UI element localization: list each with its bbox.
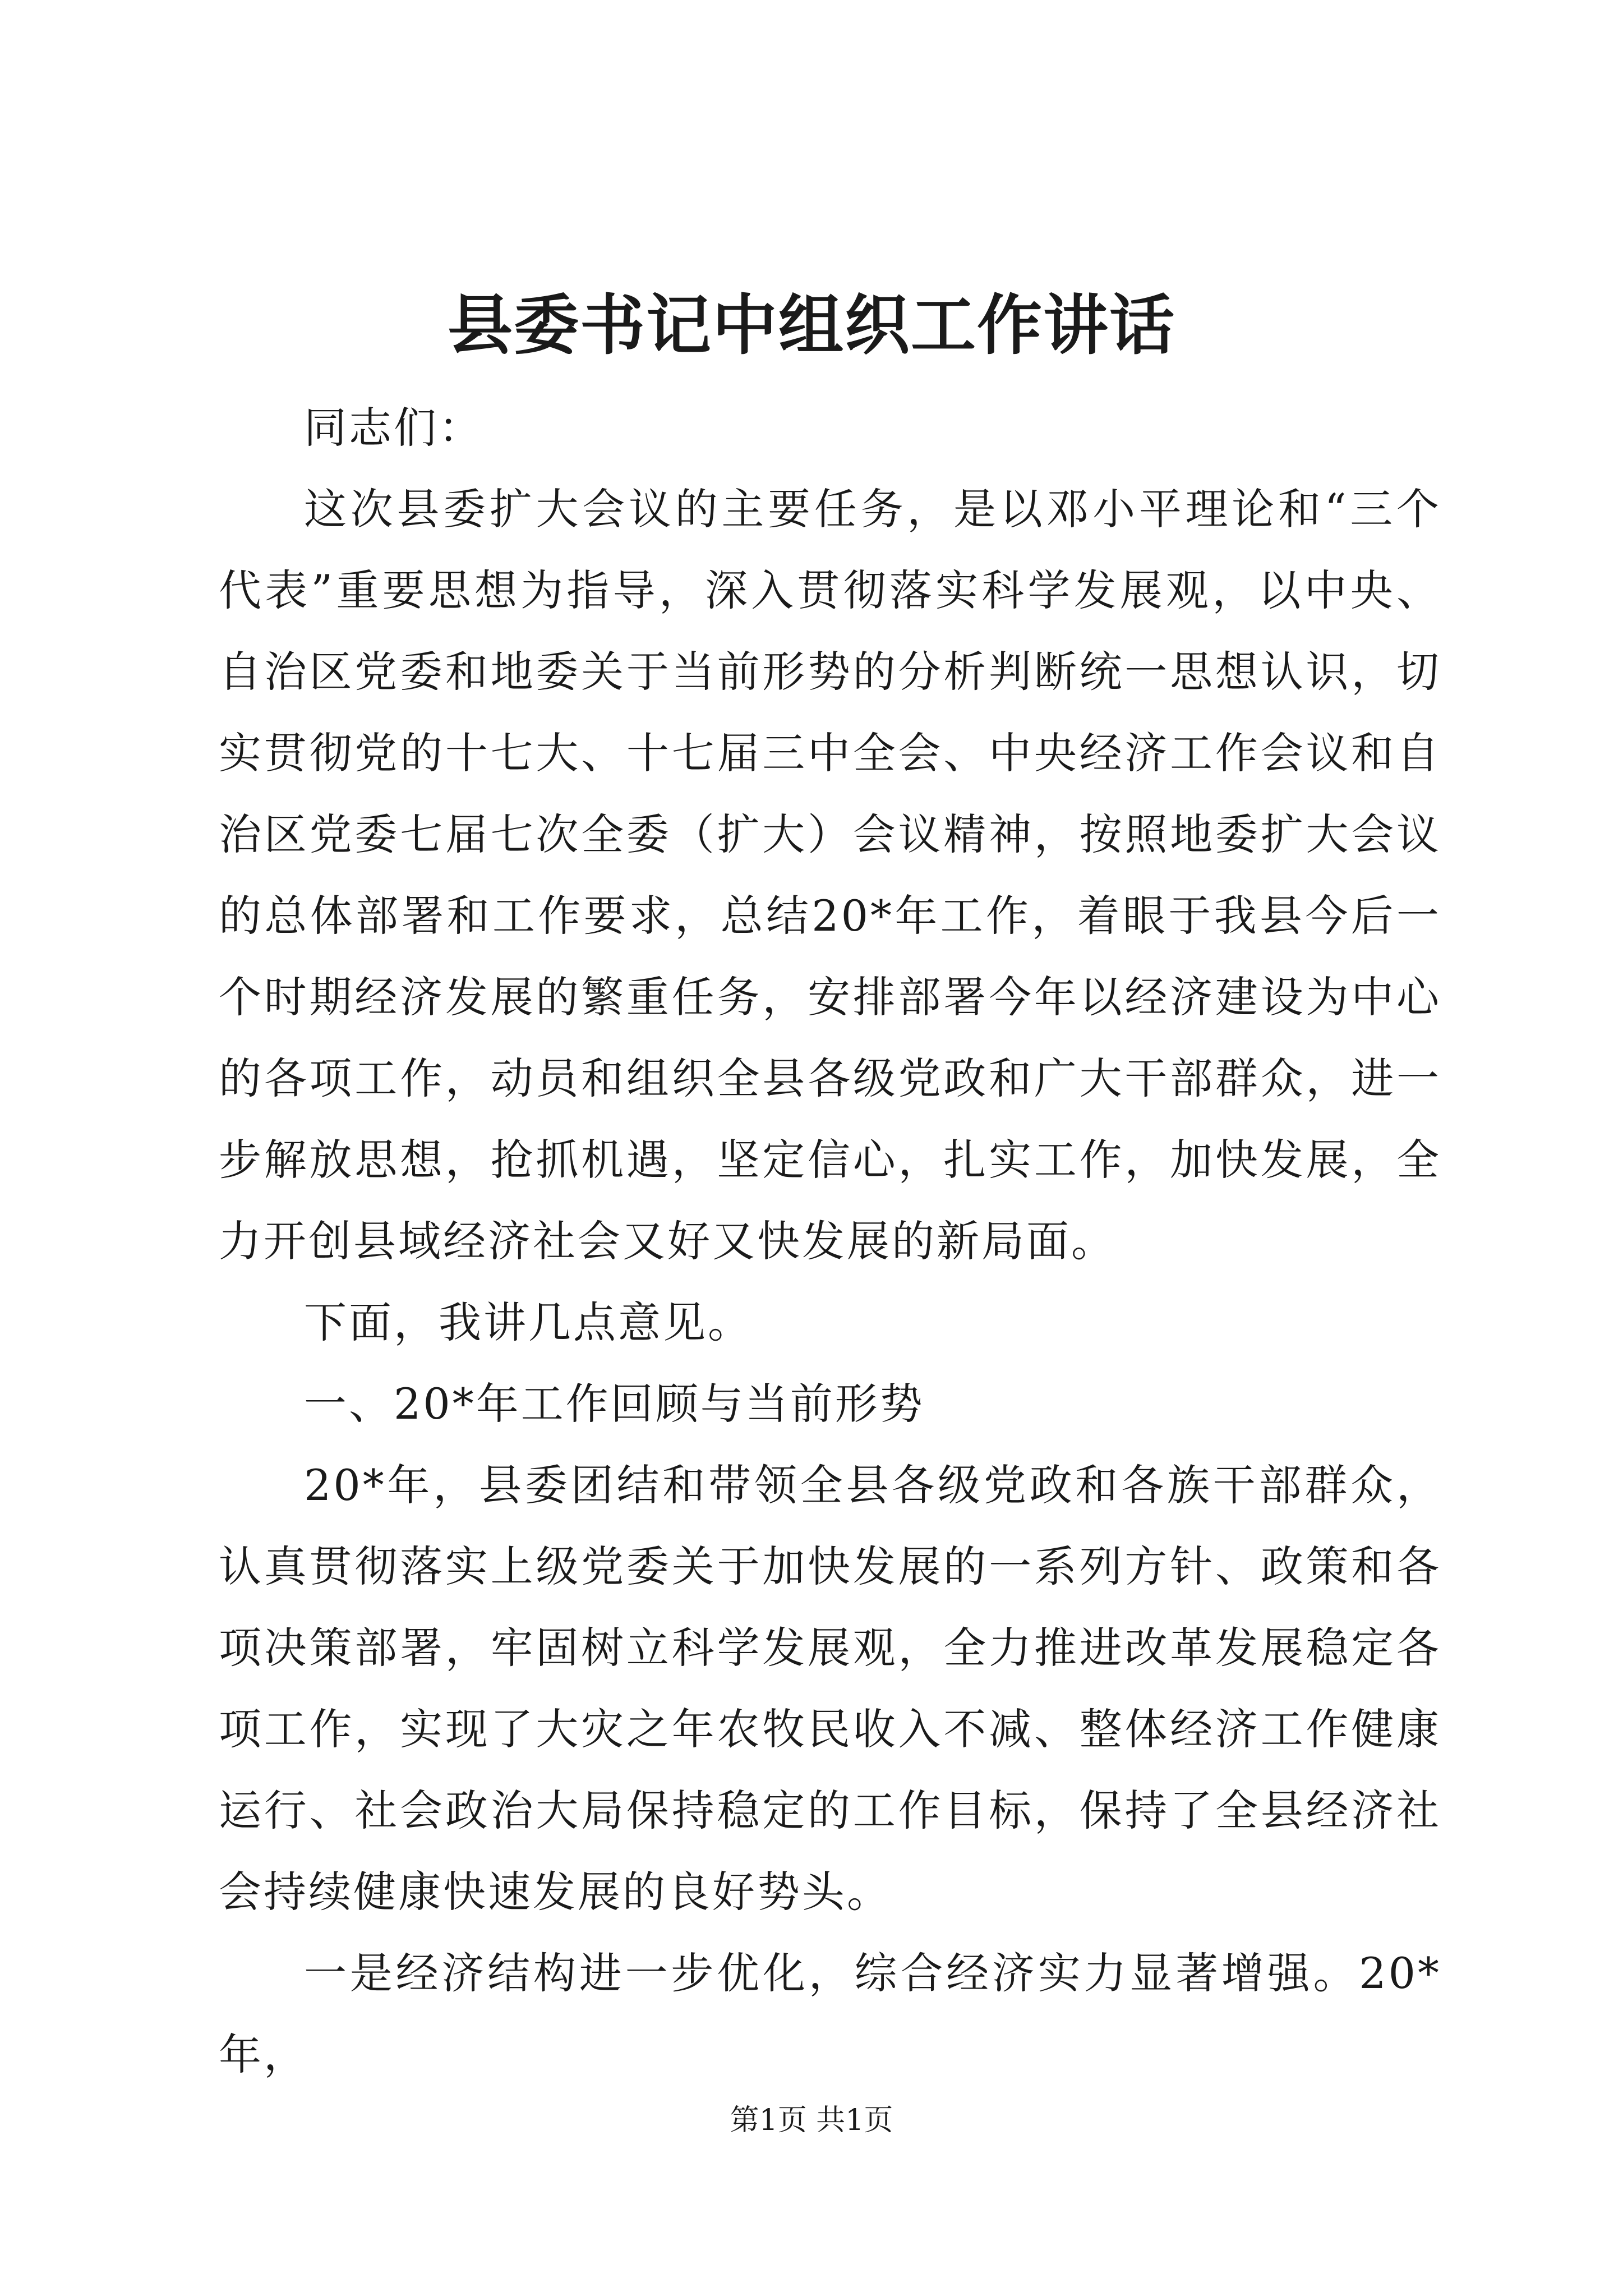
paragraph-outline: 下面，我讲几点意见。 <box>304 1297 753 1347</box>
section-heading: 一、20*年工作回顾与当前形势 <box>304 1379 925 1429</box>
page-footer: 第1页 共1页 <box>730 2104 893 2137</box>
document-title: 县委书记中组织工作讲话 <box>448 287 1175 364</box>
paragraph-salutation: 同志们： <box>304 403 483 453</box>
paragraph-intro: 这次县委扩大会议的主要任务，是以邓小平理论和“三个代表”重要思想为指导，深入贯彻落实科学发展观，以中央、自治区党委和地委关于当前形势的分析判断统一思想认识，切实贯彻党的十七大、十七届三中全会、中央经济工作会议和自治区党委七届七次全委（扩大）会议精神，按照地委扩大会议的总体部署和工作要求，总结20*年工作，着眼于我县今后一个时期经济发展的繁重任务，安排部署今年以经济建设为中心的各项工作，动员和组织全县各级党政和广大干部群众，进一步解放思想，抢抓机遇，坚定信心，扎实工作，加快发展，全力开创县域经济社会又好又快发展的新局面。 <box>219 484 1441 1266</box>
paragraph-review: 20*年，县委团结和带领全县各级党政和各族干部群众，认真贯彻落实上级党委关于加快发展的一系列方针、政策和各项决策部署，牢固树立科学发展观，全力推进改革发展稳定各项工作，实现了大灾之年农牧民收入不减、整体经济工作健康运行、社会政治大局保持稳定的工作目标，保持了全县经济社会持续健康快速发展的良好势头。 <box>219 1460 1441 1917</box>
document-body <box>219 387 1441 2095</box>
paragraph-point-one: 一是经济结构进一步优化，综合经济实力显著增强。20*年， <box>219 1948 1441 2079</box>
